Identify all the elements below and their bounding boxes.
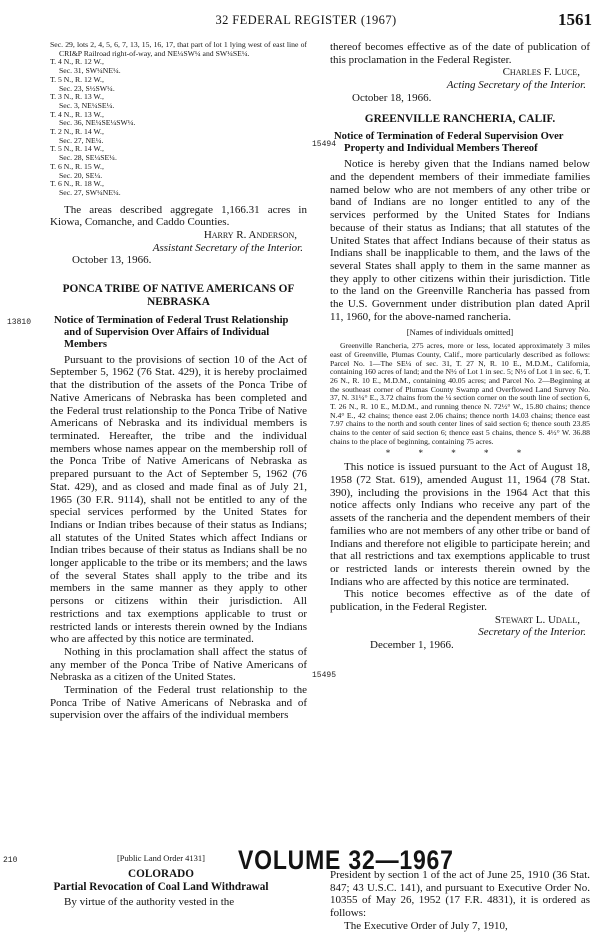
margin-mark: 210	[3, 856, 18, 865]
greenville-paragraph: This notice is issued pursuant to the Act of August 18, 1958 (72 Stat. 619), amended August 11, 1964 (78 Stat. 390), including the provisions in the 1964 Act that this notice affects only Indians who receive any part of the assets of the rancheria and the dependent members of their families who are not members of any other tribe or band of Indians and therefore not eligible to participate herein; and that all restrictions and tax exemptions applicable to trust or restricted lands or interests therein owned by the Indians who are affected by this notice are terminated.	[330, 461, 590, 588]
right-column	[330, 41, 590, 836]
land-list-line: Sec. 31, SW¼NE¼.	[59, 66, 121, 76]
ponca-heading: PONCA TRIBE OF NATIVE AMERICANS OF NEBRASKA	[62, 283, 295, 308]
land-list-line: T. 4 N., R. 12 W.,	[50, 57, 104, 67]
land-list-line: Sec. 3, NE¼SE¼.	[59, 100, 115, 110]
header-title: 32 FEDERAL REGISTER (1967)	[215, 13, 397, 27]
land-list-line: T. 2 N., R. 14 W.,	[50, 127, 104, 137]
signature-title: Assistant Secretary of the Interior.	[152, 241, 303, 254]
land-list-line: Sec. 23, S½SW¼.	[59, 83, 115, 93]
volume-banner: VOLUME 32—1967	[238, 845, 454, 875]
land-description-list	[50, 41, 307, 198]
page-number: 1561	[558, 10, 592, 29]
ponca-subheading: Notice of Termination of Federal Trust Relationship and of Supervision Over Affairs of Individual Members	[54, 314, 289, 350]
land-list-line: Sec. 29, lots 2, 4, 5, 6, 7, 13, 15, 16, 17, that part of lot 1 lying west of east line of CRI&P Railroad right-of-way, and NE¼SW¼ and SW¼SE¼.	[50, 40, 307, 58]
signature-title: Secretary of the Interior.	[478, 626, 586, 639]
order-paragraph: The Executive Order of July 7, 1910,	[344, 919, 508, 932]
land-list-line: Sec. 28, SE¼SE¼.	[59, 153, 117, 163]
order-continuation	[330, 869, 590, 933]
public-land-order	[50, 852, 272, 909]
signature-date: October 18, 1966.	[352, 91, 432, 104]
continuation-paragraph: thereof becomes effective as of the date of publication of this proclamation in the Federal Register.	[330, 41, 590, 66]
land-list-line: T. 6 N., R. 15 W.,	[50, 161, 104, 171]
land-list-line: Sec. 20, SE¼.	[59, 170, 103, 180]
land-list-line: T. 4 N., R. 13 W.,	[50, 109, 104, 119]
signature-title: Acting Secretary of the Interior.	[446, 79, 586, 92]
signature-name: Charles F. Luce,	[502, 66, 580, 79]
order-paragraph: By virtue of the authority vested in the	[64, 896, 235, 909]
omitted-note: [Names of individuals omitted]	[406, 327, 514, 338]
left-column	[50, 41, 307, 836]
greenville-paragraph: This notice becomes effective as of the date of publication, in the Federal Register.	[330, 588, 590, 614]
land-list-line: T. 5 N., R. 14 W.,	[50, 144, 104, 154]
ponca-paragraph: Pursuant to the provisions of section 10 of the Act of September 5, 1962 (76 Stat. 429), it is hereby proclaimed that the distribution of the assets of the Ponca Tribe of Native Americans of Nebraska has been completed and the Federal trust relationship to the Ponca Tribe of Native Americans of Nebraska and its individual members is terminated. Hereafter, the tribe and the individual members whose names appear on the membership roll of the Ponca Tribe of Native Americans of Nebraska as prepared pursuant to the Act of September 5, 1962 (76 Stat. 429), and as closed and made final as of July 21, 1965 (30 F.R. 9114), shall not be entitled to any of the special services performed by the United States for Indians or Indian tribes because of their status as Indians; all statutes of the United States which affect Indians or Indian tribes because of their status as Indians shall be no longer applicable to the tribe or its members; and the laws of the several States shall apply to the tribe and its members in the same manner as they apply to other persons or citizens within their jurisdiction. All restrictions and tax exemptions applicable to trust or restricted lands or interests therein owned by the Indians who are affected by this notice are terminated.	[50, 353, 307, 646]
land-list-line: T. 3 N., R. 13 W.,	[50, 92, 104, 102]
areas-paragraph: The areas described aggregate 1,166.31 acres in Kiowa, Comanche, and Caddo Counties.	[50, 203, 307, 229]
order-heading: Partial Revocation of Coal Land Withdrawal	[53, 880, 269, 893]
ponca-paragraph: Termination of the Federal trust relationship to the Ponca Tribe of Native Americans of Nebraska and of supervision over the affairs of the individual members	[50, 684, 307, 722]
margin-mark: 15494	[312, 140, 337, 149]
greenville-paragraph: Notice is hereby given that the Indians named below and the dependent members of their immediate families named below who are not members of any other tribe or band of Indians are no longer entitled to any of the services performed by the United States for Indians because of their status as Indians; that all statutes of the United States that affect Indians because of their status as Indians shall be inapplicable to them, and the laws of the several States shall apply to them in the same manner as they apply to other citizens within their jurisdiction. Title to the land on the Greenville Rancheria has passed from the U.S. Government under distribution plan dated April 11, 1960, for the above-named rancheria.	[330, 158, 590, 323]
greenville-subheading: Notice of Termination of Federal Supervision Over Property and Individual Members Thereof	[334, 131, 564, 155]
margin-mark: 15495	[312, 671, 337, 680]
order-paragraph: President by section 1 of the act of June 25, 1910 (36 Stat. 847; 43 U.S.C. 141), and pursuant to Executive Order No. 10355 of May 26, 1952 (17 F.R. 4831), it is ordered as follows:	[330, 869, 590, 920]
signature-name: Harry R. Anderson,	[203, 229, 297, 242]
land-list-line: T. 5 N., R. 12 W.,	[50, 74, 104, 84]
land-list-line: T. 6 N., R. 18 W.,	[50, 179, 104, 189]
legal-description: Greenville Rancheria, 275 acres, more or less, located approximately 3 miles east of Greenville, Plumas County, Calif., more particularly described as follows: Parcel No. 1—The SE¼ of sec. 31, T. 27 N, R. 10 E., M.D.M., California, containing 160 acres of land; and the N½ of Lot 1 in sec. 5; N½ of Lot 1 in sec. 6, T. 26 N., R. 10 E., M.D.M., containing 40.05 acres; and Parcel No. 2—Beginning at the southeast corner of Plumas County Swamp and Overflowed Land Survey No. 37, N. 31¼° E., 3.72 chains from the ¼ section corner on the south line of section 6, T. 26 N., R. 10 E., M.D.M., and running thence N. 72½° W., 15.80 chains; thence N.4° E., 42 chains; thence east 2.06 chains; thence north 14.03 chains; thence east 7.97 chains to the north and south center lines of said section 6; thence south 23.85 chains to the center of said section 6; thence east 5 chains, thence S. 4½° W. 36.88 chains to the place of beginning, containing 75 acres.	[330, 341, 590, 446]
greenville-heading: GREENVILLE RANCHERIA, CALIF.	[364, 112, 556, 125]
ponca-paragraph: Nothing in this proclamation shall affect the status of any member of the Ponca Tribe of Native Americans of Nebraska as a citizen of the United States.	[50, 645, 307, 684]
signature-date: December 1, 1966.	[370, 639, 454, 652]
land-list-line: Sec. 36, NE¼SE¼SW¼.	[59, 118, 136, 128]
land-list-line: Sec. 27, NE¼.	[59, 135, 104, 145]
margin-mark: 13810	[7, 318, 32, 327]
land-list-line: Sec. 27, SW¼NE¼.	[59, 187, 121, 197]
section-break: * * * * *	[385, 447, 535, 458]
signature-name: Stewart L. Udall,	[494, 613, 580, 626]
state-heading: COLORADO	[128, 867, 194, 880]
running-header	[0, 11, 612, 35]
order-number: [Public Land Order 4131]	[116, 853, 206, 863]
signature-date: October 13, 1966.	[72, 254, 152, 267]
